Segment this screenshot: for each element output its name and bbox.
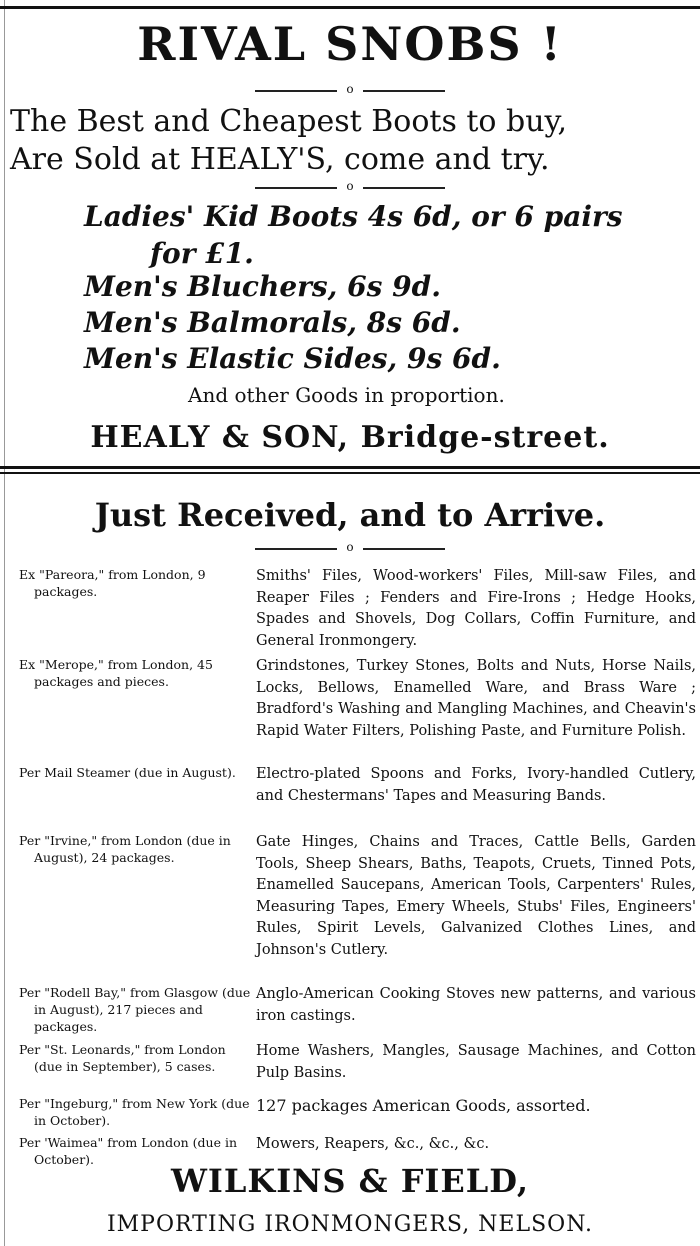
item-source: Per "Irvine," from London (due in August), 24 packages. [19, 833, 231, 865]
ornament-divider: o [255, 182, 445, 194]
column-edge-line [4, 0, 5, 1246]
ad2-signature: WILKINS & FIELD, [170, 1162, 530, 1200]
item-goods: 127 packages American Goods, assorted. [256, 1096, 591, 1115]
other-goods-note: And other Goods in proportion. [188, 383, 505, 407]
ad1-signature: HEALY & SON, Bridge-street. [90, 420, 610, 455]
ad2-subtitle: IMPORTING IRONMONGERS, NELSON. [106, 1212, 594, 1237]
item-goods: Anglo-American Cooking Stoves new patterns, and various iron castings. [256, 986, 696, 1024]
item-source: Per "St. Leonards," from London (due in September), 5 cases. [19, 1042, 226, 1074]
item-goods: Grindstones, Turkey Stones, Bolts and Nuts, Horse Nails, Locks, Bellows, Enamelled Ware, and Brass Ware ; Bradford's Washing and Mangling Machines, and Cheavin's Rapid Water Filters, Polishing Paste, and Furniture Polish. [256, 658, 696, 739]
slogan-line-1: The Best and Cheapest Boots to buy, [10, 104, 568, 139]
item-source: Ex "Pareora," from London, 9 packages. [19, 567, 206, 599]
price-line-ladies-cont: for £1. [150, 237, 254, 270]
price-line-balmorals: Men's Balmorals, 8s 6d. [84, 306, 461, 339]
top-rule [0, 6, 700, 9]
ad2-heading: Just Received, and to Arrive. [94, 496, 606, 534]
price-line-elastic-sides: Men's Elastic Sides, 9s 6d. [84, 342, 501, 375]
section-rule-bottom [0, 472, 700, 474]
item-source: Per 'Waimea" from London (due in October). [19, 1135, 237, 1167]
item-source: Per Mail Steamer (due in August). [19, 765, 236, 780]
item-goods: Home Washers, Mangles, Sausage Machines, and Cotton Pulp Basins. [256, 1043, 696, 1081]
price-line-ladies: Ladies' Kid Boots 4s 6d, or 6 pairs [84, 200, 623, 233]
ad-title: RIVAL SNOBS ! [137, 17, 563, 71]
item-source: Ex "Merope," from London, 45 packages and pieces. [19, 657, 213, 689]
item-source: Per "Ingeburg," from New York (due in October). [19, 1096, 250, 1128]
item-source: Per "Rodell Bay," from Glasgow (due in August), 217 pieces and packages. [19, 985, 251, 1034]
section-rule-top [0, 466, 700, 469]
item-goods: Smiths' Files, Wood-workers' Files, Mill-saw Files, and Reaper Files ; Fenders and Fire-Irons ; Hedge Hooks, Spades and Shovels, Dog Collars, Coffin Furniture, and General Ironmongery. [256, 568, 696, 649]
item-goods: Electro-plated Spoons and Forks, Ivory-handled Cutlery, and Chestermans' Tapes and Measuring Bands. [256, 766, 696, 804]
item-goods: Gate Hinges, Chains and Traces, Cattle Bells, Garden Tools, Sheep Shears, Baths, Teapots, Cruets, Tinned Pots, Enamelled Saucepans, American Tools, Carpenters' Rules, Measuring Tapes, Emery Wheels, Stubs' Files, Engineers' Rules, Spirit Levels, Galvanized Clothes Lines, and Johnson's Cutlery. [256, 834, 696, 958]
price-line-bluchers: Men's Bluchers, 6s 9d. [84, 270, 441, 303]
ornament-divider: o [255, 543, 445, 555]
item-goods: Mowers, Reapers, &c., &c., &c. [256, 1136, 490, 1152]
slogan-line-2: Are Sold at HEALY'S, come and try. [10, 142, 550, 177]
ornament-divider: o [255, 85, 445, 97]
